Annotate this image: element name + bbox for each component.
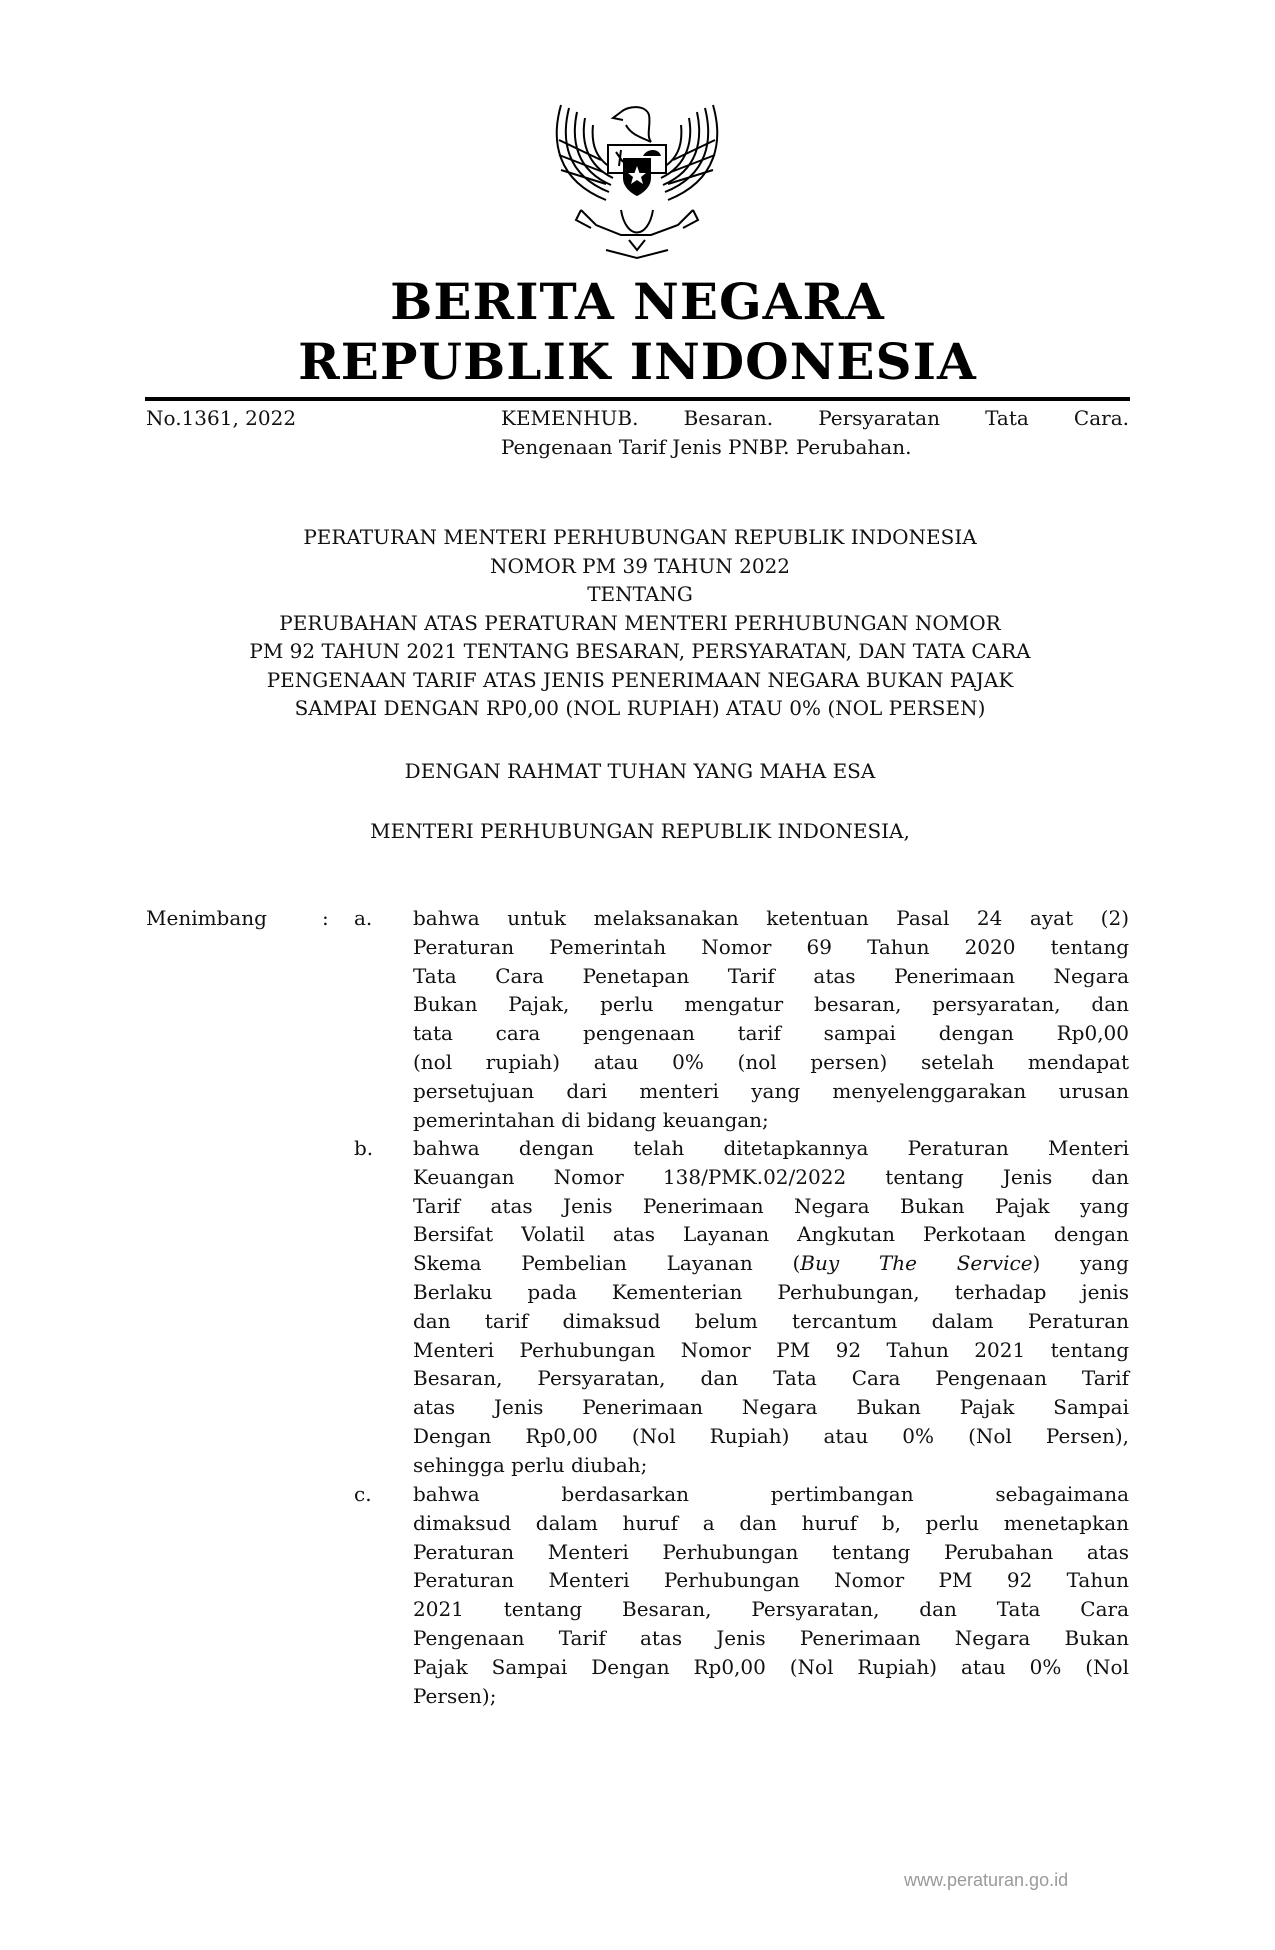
item-letter: a. bbox=[354, 906, 373, 930]
text-line: Tata Cara Penetapan Tarif atas Penerimaan Negara bbox=[413, 963, 1129, 988]
text-line: dimaksud dalam huruf a dan huruf b, perlu menetapkan bbox=[413, 1510, 1129, 1535]
masthead-title-line1: BERITA NEGARA bbox=[390, 272, 885, 331]
masthead-title-line2: REPUBLIK INDONESIA bbox=[298, 332, 977, 391]
text-line: Keuangan Nomor 138/PMK.02/2022 tentang Jenis dan bbox=[413, 1164, 1129, 1189]
text-line: bahwa untuk melaksanakan ketentuan Pasal 24 ayat (2) bbox=[413, 906, 1129, 930]
consideration-item-a bbox=[413, 904, 1129, 1134]
regulation-title bbox=[140, 523, 1140, 723]
text-line: Besaran, Persyaratan, dan Tata Cara Pengenaan Tarif bbox=[413, 1366, 1129, 1391]
text-line: (nol rupiah) atau 0% (nol persen) setelah mendapat bbox=[413, 1049, 1129, 1074]
item-letter: c. bbox=[354, 1482, 372, 1506]
text-line: persetujuan dari menteri yang menyelenggarakan urusan bbox=[413, 1078, 1129, 1103]
title-line: PM 92 TAHUN 2021 TENTANG BESARAN, PERSYARATAN, DAN TATA CARA bbox=[249, 639, 1031, 663]
text-line: atas Jenis Penerimaan Negara Bukan Pajak Sampai bbox=[413, 1395, 1129, 1420]
section-colon: : bbox=[322, 906, 329, 930]
text-line: Persen); bbox=[413, 1683, 497, 1708]
title-line: TENTANG bbox=[587, 582, 693, 606]
title-line: NOMOR PM 39 TAHUN 2022 bbox=[489, 553, 791, 578]
title-line: PENGENAAN TARIF ATAS JENIS PENERIMAAN NEGARA BUKAN PAJAK bbox=[266, 667, 1014, 692]
text-line: Menteri Perhubungan Nomor PM 92 Tahun 2021 tentang bbox=[413, 1337, 1129, 1362]
text-line: Berlaku pada Kementerian Perhubungan, terhadap jenis bbox=[413, 1279, 1129, 1304]
title-line: SAMPAI DENGAN RP0,00 (NOL RUPIAH) ATAU 0% (NOL PERSEN) bbox=[294, 696, 986, 720]
text-line: Tarif atas Jenis Penerimaan Negara Bukan Pajak yang bbox=[413, 1193, 1129, 1218]
consideration-item-b bbox=[413, 1134, 1129, 1480]
document-number: No.1361, 2022 bbox=[146, 406, 297, 430]
text-line: Pajak Sampai Dengan Rp0,00 (Nol Rupiah) atau 0% (Nol bbox=[413, 1654, 1129, 1679]
text-line-with-italic: Skema Pembelian Layanan (Buy The Service) yang bbox=[413, 1251, 1129, 1276]
invocation: DENGAN RAHMAT TUHAN YANG MAHA ESA bbox=[404, 759, 876, 783]
section-label-menimbang: Menimbang bbox=[146, 906, 267, 930]
text-line: Peraturan Pemerintah Nomor 69 Tahun 2020 tentang bbox=[413, 934, 1129, 959]
italic-phrase: Buy The Service bbox=[800, 1251, 1033, 1276]
subject-line: KEMENHUB. Besaran. Persyaratan Tata Cara. bbox=[501, 406, 1129, 430]
text-line: pemerintahan di bidang keuangan; bbox=[413, 1107, 769, 1132]
text-line: Dengan Rp0,00 (Nol Rupiah) atau 0% (Nol Persen), bbox=[413, 1423, 1129, 1448]
text-line: Peraturan Menteri Perhubungan Nomor PM 92 Tahun bbox=[413, 1568, 1129, 1593]
text-line: Bukan Pajak, perlu mengatur besaran, persyaratan, dan bbox=[413, 992, 1129, 1017]
consideration-item-c bbox=[413, 1480, 1129, 1710]
text-line: tata cara pengenaan tarif sampai dengan Rp0,00 bbox=[413, 1021, 1129, 1046]
text-line: bahwa dengan telah ditetapkannya Peraturan Menteri bbox=[413, 1136, 1129, 1160]
authority: MENTERI PERHUBUNGAN REPUBLIK INDONESIA, bbox=[370, 819, 910, 843]
subject-line: Pengenaan Tarif Jenis PNBP. Perubahan. bbox=[501, 435, 912, 459]
text-line: Peraturan Menteri Perhubungan tentang Perubahan atas bbox=[413, 1539, 1129, 1564]
title-line: PERATURAN MENTERI PERHUBUNGAN REPUBLIK INDONESIA bbox=[303, 525, 977, 549]
item-letter: b. bbox=[354, 1136, 374, 1160]
garuda-pancasila-emblem-icon bbox=[551, 100, 723, 262]
masthead-divider bbox=[145, 397, 1130, 401]
text-line: bahwa berdasarkan pertimbangan sebagaimana bbox=[413, 1482, 1129, 1506]
title-line: PERUBAHAN ATAS PERATURAN MENTERI PERHUBUNGAN NOMOR bbox=[279, 610, 1001, 635]
text-line: Bersifat Volatil atas Layanan Angkutan Perkotaan dengan bbox=[413, 1222, 1129, 1247]
text-line: sehingga perlu diubah; bbox=[413, 1452, 648, 1477]
document-subject bbox=[501, 404, 1129, 462]
text-line: 2021 tentang Besaran, Persyaratan, dan Tata Cara bbox=[413, 1597, 1129, 1622]
text-line: dan tarif dimaksud belum tercantum dalam Peraturan bbox=[413, 1308, 1129, 1333]
footer-website-link[interactable]: www.peraturan.go.id bbox=[904, 1870, 1069, 1890]
text-line: Pengenaan Tarif atas Jenis Penerimaan Negara Bukan bbox=[413, 1625, 1129, 1650]
